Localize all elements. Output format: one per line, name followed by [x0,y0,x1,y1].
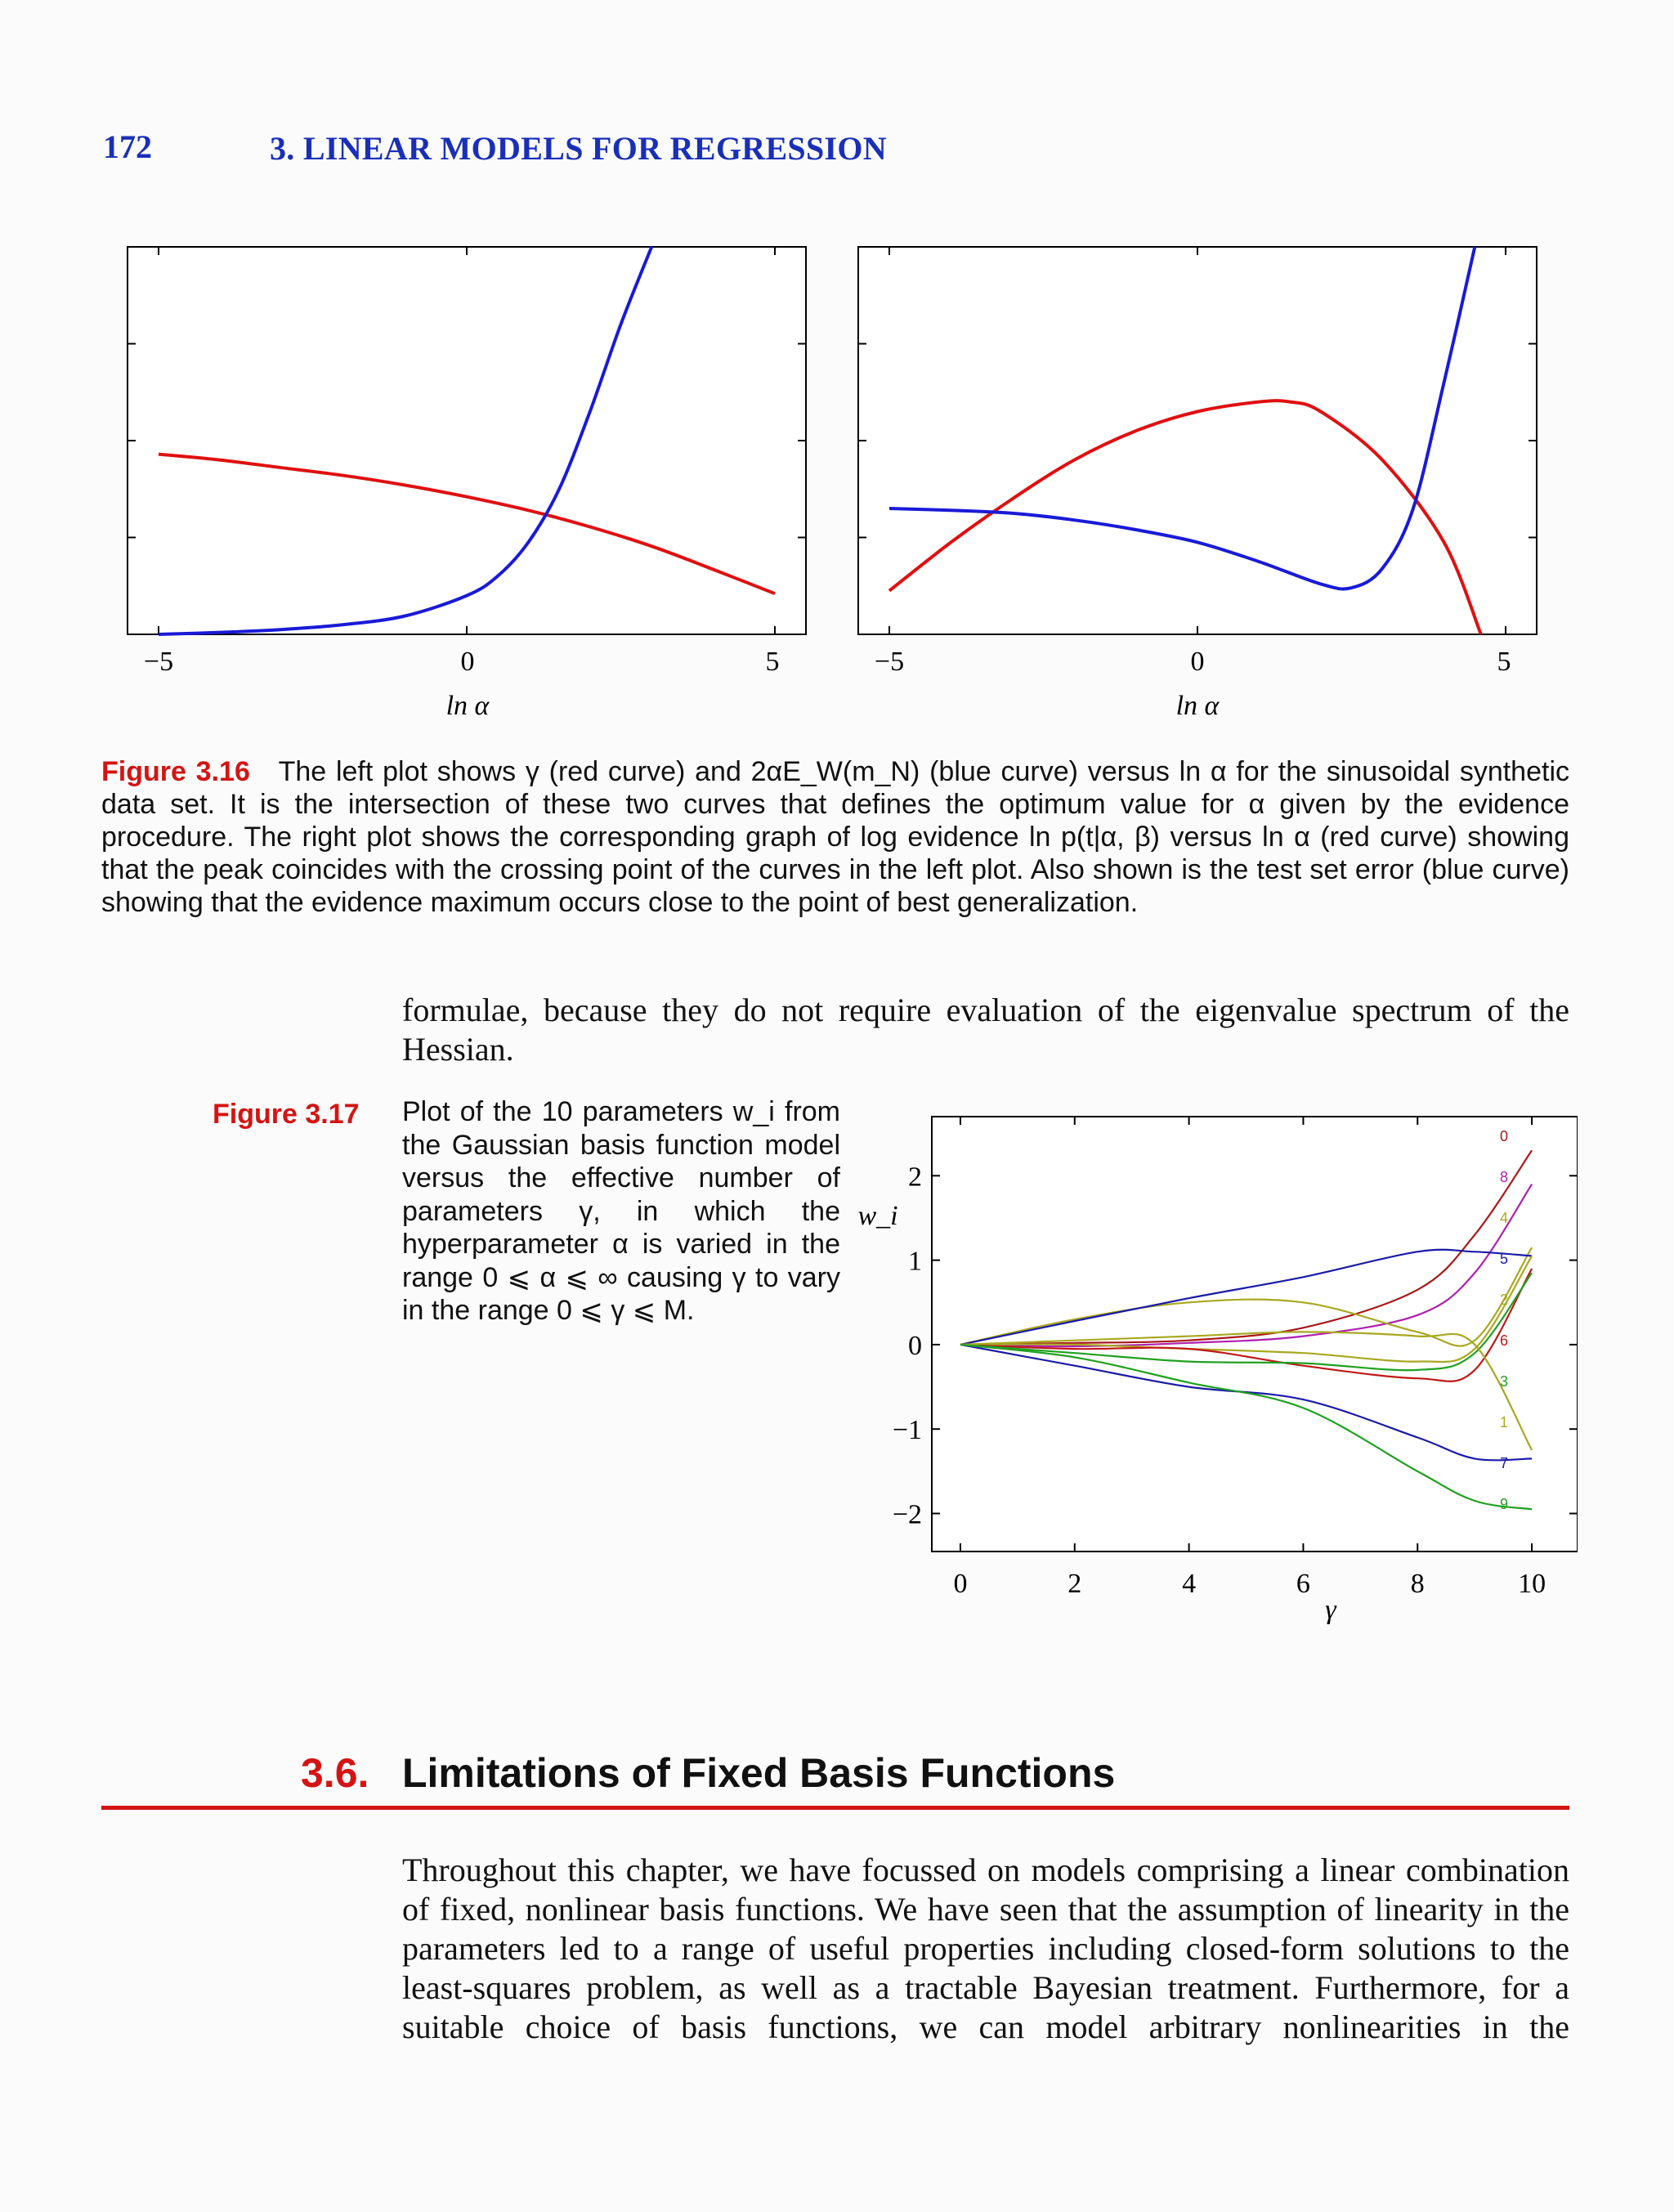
body-paragraph: formulae, because they do not require evaluation of the eigenvalue spectrum of the Hessian. [402,992,1569,1068]
section-number: 3.6. [301,1750,369,1796]
section-title: Limitations of Fixed Basis Functions [402,1750,1116,1796]
fig317-ytick-label: 1 [908,1246,922,1277]
left-plot-frame [128,247,806,634]
fig317-series-label: 6 [1499,1332,1509,1349]
left-xtick-label: −5 [143,647,174,677]
fig317-xlabel: γ [1325,1595,1336,1625]
fig317-series-label: 1 [1499,1414,1509,1431]
figure-3-16-caption [101,755,1569,919]
fig317-series-label: 4 [1499,1210,1509,1226]
fig317-xtick-label: 6 [1296,1569,1310,1599]
fig317-ytick-label: −1 [892,1415,922,1446]
right-xtick-label: 5 [1497,647,1511,677]
figure-3-16-caption-text: The left plot shows γ (red curve) and 2αE_W(m_N) (blue curve) versus ln α for the sinusoidal synthetic data set. It is the intersection of these two curves that defines the optimum value for α given by the evidence procedure. The right plot shows the corresponding graph of log evidence ln p(t|α, β) versus ln α (red curve) showing that the peak coincides with the crossing point of the curves in the left plot. Also shown is the test set error (blue curve) showing that the evidence maximum occurs close to the point of best generalization. [101,756,1569,918]
fig317-xtick-label: 10 [1518,1569,1546,1599]
fig317-xtick-label: 0 [953,1569,968,1599]
left-xtick-label: 0 [460,647,475,677]
figure-3-16-charts [0,0,1674,736]
body-paragraph: Throughout this chapter, we have focussed on models comprising a linear combination of fixed, nonlinear basis functions. We have seen that the assumption of linearity in the parameters led to a range of useful properties including closed-form solutions to the least-squares problem, as well as a tractable Bayesian treatment. Furthermore, for a suitable choice of basis functions, we can model arbitrary nonlinearities in the [402,1852,1569,2045]
right-xlabel: ln α [1175,691,1220,721]
fig317-series-label: 0 [1499,1128,1509,1144]
fig317-xtick-label: 2 [1068,1569,1082,1599]
fig317-xtick-label: 4 [1182,1569,1197,1599]
right-plot [858,247,1537,721]
left-plot [128,247,806,721]
fig317-series-label: 9 [1499,1496,1509,1512]
fig317-ytick-label: −2 [892,1499,922,1530]
fig317-series-label: 2 [1499,1292,1509,1308]
right-xtick-label: 0 [1190,647,1205,677]
fig317-series-label: 3 [1499,1373,1509,1390]
fig317-ytick-label: 0 [908,1330,922,1361]
right-xtick-label: −5 [874,647,905,677]
fig317-ylabel: w_i [857,1201,898,1231]
running-header: 3. LINEAR MODELS FOR REGRESSION [270,130,887,167]
figure-3-16-label: Figure 3.16 [101,756,250,787]
figure-3-17-chart [842,1095,1578,1635]
fig317-ytick-label: 2 [908,1162,922,1193]
fig317-series-label: 8 [1499,1169,1509,1185]
fig317-series-label: 7 [1499,1455,1509,1471]
fig317-xtick-labels [953,1569,1546,1599]
fig317-xtick-label: 8 [1410,1569,1425,1599]
left-xtick-label: 5 [765,647,780,677]
section-rule [101,1806,1569,1810]
page-number: 172 [103,128,152,165]
fig317-series-label: 5 [1499,1251,1509,1267]
figure-3-17-caption: Plot of the 10 parameters w_i from the Gaussian basis function model versus the effective number of parameters γ, in which the hyperparameter α is varied in the range 0 ⩽ α ⩽ ∞ causing γ to vary in the range 0 ⩽ γ ⩽ M. [402,1096,840,1326]
right-plot-frame [858,247,1537,634]
left-xlabel: ln α [445,691,490,721]
figure-3-17-label: Figure 3.17 [213,1099,360,1130]
